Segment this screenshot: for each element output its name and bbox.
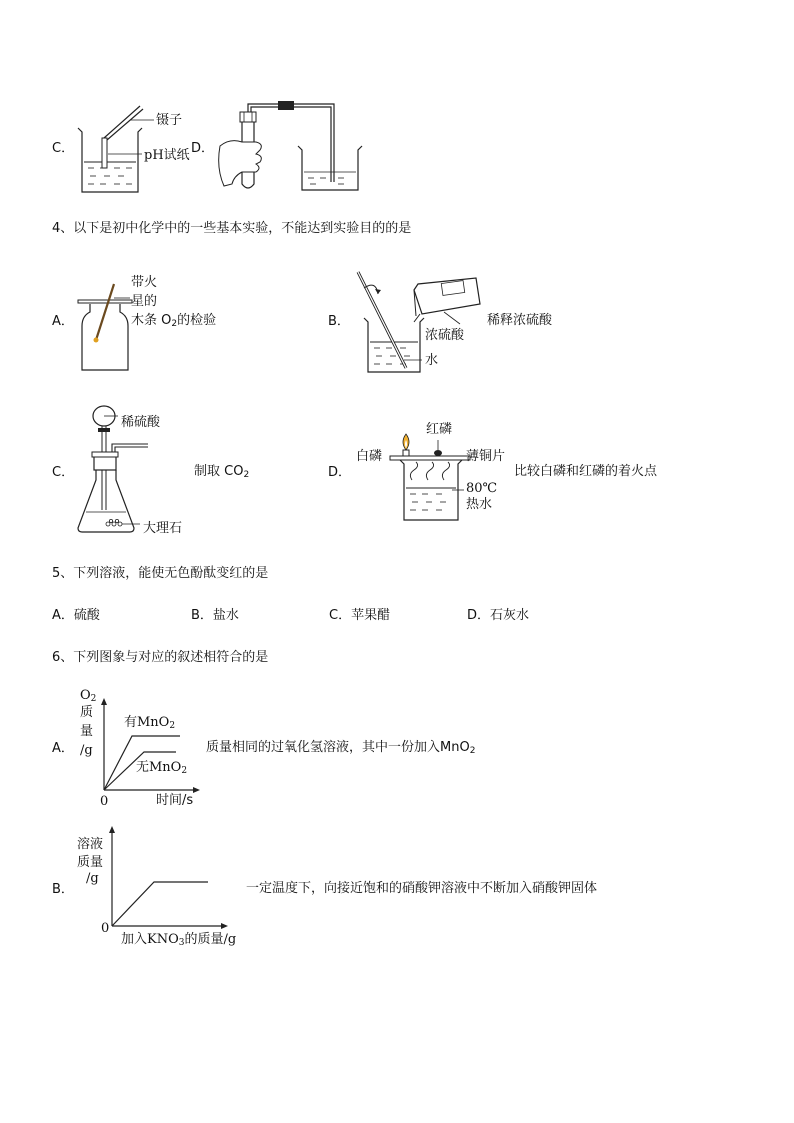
q5-option-a: A．硫酸	[52, 608, 100, 623]
chart-b-ylabel-2: 质量	[77, 855, 104, 870]
chart-b-origin: 0	[101, 921, 110, 936]
glowing-splint-label-2: 星的	[131, 294, 158, 309]
chart-a-xlabel: 时间/s	[156, 793, 194, 808]
chart-a-ylabel-3: 量	[80, 724, 94, 739]
chart-b-x-arrow	[221, 923, 228, 929]
q4-stem: 4、以下是初中化学中的一些基本实验，不能达到实验目的的是	[52, 221, 412, 236]
chart-a-x-arrow	[193, 787, 200, 793]
glowing-splint-label-1: 带火	[131, 275, 158, 290]
hot-water-label: 热水	[466, 497, 493, 512]
q3-option-c-letter: C．	[52, 141, 75, 156]
ignition-point-figure	[386, 432, 476, 527]
q4-option-d-letter: D．	[328, 465, 352, 480]
dilute-acid-caption: 稀释浓硫酸	[487, 313, 553, 328]
chart-a-origin: 0	[100, 794, 109, 809]
chart-a-series-with: 有MnO$_2$	[124, 715, 176, 731]
white-phosphorus-label: 白磷	[356, 449, 383, 464]
chart-b-ylabel-3: /g	[86, 871, 99, 886]
q5-option-b: B．盐水	[191, 608, 239, 623]
ignition-caption: 比较白磷和红磷的着火点	[514, 464, 658, 479]
q6-option-a-letter: A．	[52, 741, 74, 756]
q4-option-a-letter: A．	[52, 314, 74, 329]
temperature-label: 80℃	[466, 481, 498, 496]
chart-a-ylabel-1: $O_2$	[80, 688, 97, 704]
chart-b-xlabel: 加入$KNO_3$的质量/g	[121, 932, 237, 948]
chart-a-svg	[100, 698, 200, 794]
tweezers-label: 镊子	[156, 113, 183, 128]
red-phosphorus-label: 红磷	[426, 422, 453, 437]
ph-paper-label: pH试纸	[144, 148, 190, 163]
q4-option-c-letter: C．	[52, 465, 75, 480]
chart-a-y-arrow	[101, 698, 107, 705]
marble-label: 大理石	[143, 521, 183, 536]
dilute-sulfuric-label: 稀硫酸	[121, 415, 161, 430]
copper-sheet-label: 薄铜片	[466, 449, 506, 464]
chart-b-caption: 一定温度下，向接近饱和的硝酸钾溶液中不断加入硝酸钾固体	[246, 881, 598, 896]
o2-test-caption: 木条 $O_2$的检验	[131, 313, 217, 329]
chart-b-line	[112, 882, 208, 926]
airtightness-check-figure	[212, 98, 372, 198]
chart-a-ylabel-4: /g	[80, 743, 93, 758]
chart-b-y-arrow	[109, 826, 115, 833]
chart-a-caption: 质量相同的过氧化氢溶液，其中一份加入MnO$_2$	[206, 740, 476, 756]
chart-b-ylabel-1: 溶液	[77, 837, 104, 852]
q5-option-d: D．石灰水	[467, 608, 530, 623]
co2-caption: 制取 $CO_2$	[194, 464, 250, 480]
q4-option-b-letter: B．	[328, 314, 350, 329]
chart-a-ylabel-2: 质	[80, 705, 94, 720]
q6-stem: 6、下列图象与对应的叙述相符合的是	[52, 650, 269, 665]
conc-acid-label: 浓硫酸	[425, 328, 465, 343]
water-label: 水	[425, 353, 439, 368]
q5-option-c: C．苹果醋	[329, 608, 391, 623]
chart-a-series-without: 无MnO$_2$	[136, 760, 188, 776]
dilute-acid-figure	[348, 268, 488, 378]
q3-option-d-letter: D．	[191, 141, 215, 156]
chart-b-svg	[110, 826, 230, 928]
q5-stem: 5、下列溶液，能使无色酚酞变红的是	[52, 566, 269, 581]
q6-option-b-letter: B．	[52, 882, 74, 897]
